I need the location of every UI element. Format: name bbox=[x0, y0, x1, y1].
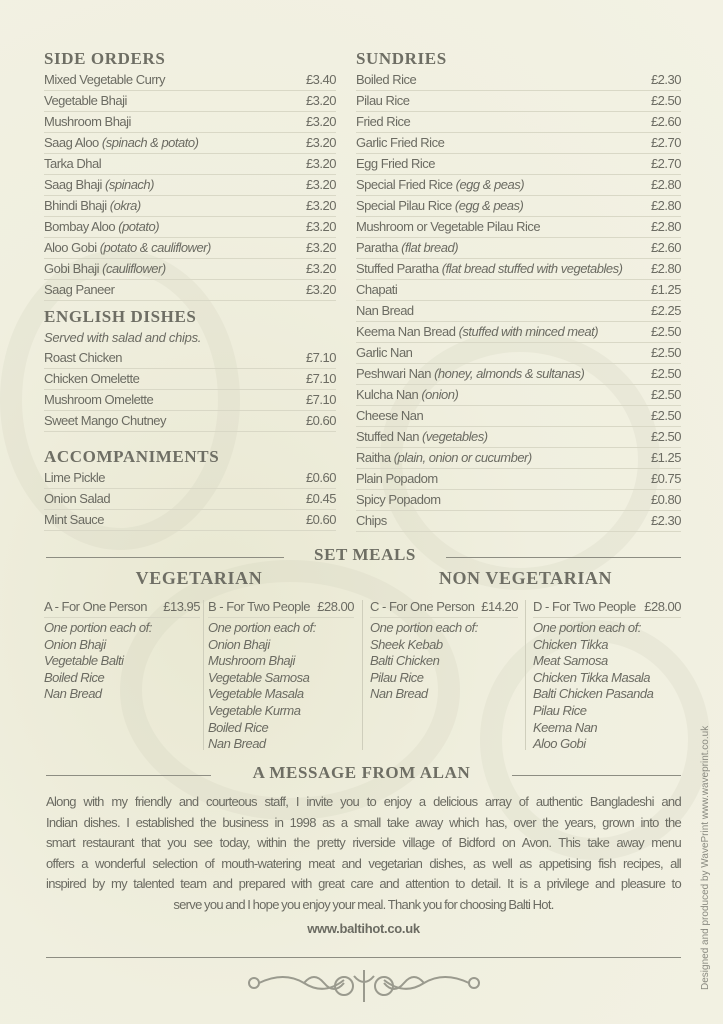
item-name: Kulcha Nan bbox=[356, 387, 419, 402]
item-price: £3.20 bbox=[305, 261, 336, 276]
item-name: Saag Paneer bbox=[44, 282, 115, 297]
set-meal-item: Pilau Rice bbox=[370, 669, 424, 685]
set-meal-label: C - For One Person bbox=[370, 599, 475, 614]
item-note: (cauliflower) bbox=[102, 261, 166, 276]
item-name-group bbox=[356, 385, 458, 405]
menu-item bbox=[356, 91, 681, 112]
menu-item bbox=[356, 154, 681, 175]
set-meal-item: Boiled Rice bbox=[208, 719, 269, 735]
divider bbox=[362, 600, 363, 750]
menu-item bbox=[44, 369, 336, 390]
set-meal-item: Onion Bhaji bbox=[208, 636, 270, 652]
item-price: £2.30 bbox=[650, 513, 681, 528]
item-price: £0.60 bbox=[305, 512, 336, 527]
menu-item bbox=[356, 238, 681, 259]
menu-item bbox=[356, 322, 681, 343]
divider bbox=[46, 957, 681, 958]
item-name-group bbox=[356, 469, 438, 489]
menu-list bbox=[44, 70, 336, 301]
menu-item bbox=[44, 91, 336, 112]
item-note: (potato & cauliflower) bbox=[99, 240, 211, 255]
item-note: (flat bread stuffed with vegetables) bbox=[441, 261, 623, 276]
item-note: (potato) bbox=[118, 219, 160, 234]
item-name: Boiled Rice bbox=[356, 72, 417, 87]
item-price: £0.60 bbox=[305, 413, 336, 428]
set-meal-items bbox=[533, 620, 681, 753]
item-name-group bbox=[44, 259, 166, 279]
divider bbox=[512, 775, 681, 776]
set-meal-item: Sheek Kebab bbox=[370, 636, 443, 652]
item-name: Special Pilau Rice bbox=[356, 198, 452, 213]
item-price: £0.45 bbox=[305, 491, 336, 506]
item-price: £0.75 bbox=[650, 471, 681, 486]
menu-item bbox=[44, 112, 336, 133]
item-name-group bbox=[356, 196, 523, 216]
item-name: Sweet Mango Chutney bbox=[44, 413, 167, 428]
divider bbox=[46, 557, 284, 558]
item-price: £1.25 bbox=[650, 282, 681, 297]
menu-item bbox=[356, 70, 681, 91]
menu-item bbox=[356, 112, 681, 133]
menu-item bbox=[356, 427, 681, 448]
set-meal-item: Onion Bhaji bbox=[44, 636, 106, 652]
item-note: (vegetables) bbox=[422, 429, 488, 444]
item-name: Pilau Rice bbox=[356, 93, 410, 108]
item-price: £2.70 bbox=[650, 135, 681, 150]
section-title: ACCOMPANIMENTS bbox=[44, 447, 220, 466]
item-name-group bbox=[44, 390, 153, 410]
message-line: Indian dishes. I established the business in 1998 as a small take away which has, over the years, grown into the bbox=[46, 814, 681, 830]
item-price: £2.50 bbox=[650, 324, 681, 339]
menu-item bbox=[356, 448, 681, 469]
item-price: £2.80 bbox=[650, 177, 681, 192]
set-meal-price: £13.95 bbox=[163, 599, 200, 614]
item-price: £3.20 bbox=[305, 156, 336, 171]
sundries-section bbox=[356, 48, 681, 532]
item-name: Saag Aloo bbox=[44, 135, 99, 150]
item-price: £2.50 bbox=[650, 345, 681, 360]
item-note: (egg & peas) bbox=[454, 198, 524, 213]
item-name: Chicken Omelette bbox=[44, 371, 140, 386]
item-name: Fried Rice bbox=[356, 114, 411, 129]
message-line: Along with my friendly and courteous staff, I invite you to enjoy a delicious array of authentic Bangladeshi and bbox=[46, 794, 681, 809]
item-name-group bbox=[44, 91, 127, 111]
message-section bbox=[46, 792, 681, 1006]
menu-item bbox=[44, 238, 336, 259]
item-name: Chips bbox=[356, 513, 387, 528]
menu-item bbox=[356, 301, 681, 322]
section-title: SIDE ORDERS bbox=[44, 49, 166, 68]
item-name: Chapati bbox=[356, 282, 398, 297]
item-name: Aloo Gobi bbox=[44, 240, 97, 255]
item-name-group bbox=[356, 217, 540, 237]
menu-item bbox=[356, 217, 681, 238]
item-name: Tarka Dhal bbox=[44, 156, 102, 171]
item-name: Garlic Nan bbox=[356, 345, 413, 360]
set-meal-b bbox=[208, 597, 354, 753]
item-price: £3.20 bbox=[305, 114, 336, 129]
item-name-group bbox=[356, 91, 410, 111]
set-meal-item: Keema Nan bbox=[533, 719, 598, 735]
item-name-group bbox=[44, 154, 101, 174]
item-price: £2.80 bbox=[650, 261, 681, 276]
divider bbox=[525, 600, 526, 750]
item-name-group bbox=[44, 489, 110, 509]
menu-item bbox=[44, 259, 336, 280]
item-name: Paratha bbox=[356, 240, 399, 255]
menu-item bbox=[356, 364, 681, 385]
item-name: Egg Fried Rice bbox=[356, 156, 435, 171]
menu-item bbox=[44, 70, 336, 91]
item-price: £2.50 bbox=[650, 366, 681, 381]
set-meal-label: B - For Two People bbox=[208, 599, 311, 614]
item-price: £2.60 bbox=[650, 114, 681, 129]
section-subtitle: Served with salad and chips. bbox=[44, 330, 202, 345]
item-name-group bbox=[356, 406, 423, 426]
item-name-group bbox=[356, 280, 397, 300]
set-meal-item: Nan Bread bbox=[208, 736, 266, 752]
set-meal-item: Vegetable Samosa bbox=[208, 669, 310, 685]
item-note: (honey, almonds & sultanas) bbox=[434, 366, 585, 381]
menu-item bbox=[44, 133, 336, 154]
set-meal-a bbox=[44, 597, 200, 703]
item-name-group bbox=[44, 411, 166, 431]
item-name: Bhindi Bhaji bbox=[44, 198, 107, 213]
item-name-group bbox=[356, 301, 414, 321]
item-name-group bbox=[356, 511, 387, 531]
item-note: (egg & peas) bbox=[455, 177, 525, 192]
set-meal-price: £28.00 bbox=[644, 599, 681, 614]
item-price: £2.25 bbox=[650, 303, 681, 318]
side-orders-section bbox=[44, 48, 336, 301]
item-name: Mushroom or Vegetable Pilau Rice bbox=[356, 219, 541, 234]
item-name: Stuffed Paratha bbox=[356, 261, 439, 276]
item-name-group bbox=[356, 238, 458, 258]
item-name-group bbox=[356, 448, 532, 468]
english-dishes-section bbox=[44, 306, 336, 432]
set-meal-item: Chicken Tikka Masala bbox=[533, 669, 651, 685]
item-note: (spinach & potato) bbox=[101, 135, 199, 150]
message-title: A MESSAGE FROM ALAN bbox=[252, 763, 471, 782]
set-meal-items bbox=[44, 620, 200, 703]
set-meal-header bbox=[533, 597, 681, 618]
item-name: Peshwari Nan bbox=[356, 366, 431, 381]
menu-item bbox=[44, 468, 336, 489]
menu-list bbox=[44, 468, 336, 531]
set-meal-item: One portion each of: bbox=[44, 620, 152, 635]
item-price: £2.70 bbox=[650, 156, 681, 171]
item-price: £3.20 bbox=[305, 135, 336, 150]
set-meal-header bbox=[370, 597, 518, 618]
item-price: £3.20 bbox=[305, 198, 336, 213]
item-name-group bbox=[44, 112, 131, 132]
item-name: Saag Bhaji bbox=[44, 177, 102, 192]
item-name-group bbox=[356, 70, 416, 90]
set-meal-price: £28.00 bbox=[317, 599, 354, 614]
set-meal-header bbox=[44, 597, 200, 618]
set-meal-items bbox=[208, 620, 354, 753]
set-meal-label: D - For Two People bbox=[533, 599, 636, 614]
item-name: Mushroom Omelette bbox=[44, 392, 154, 407]
item-name: Bombay Aloo bbox=[44, 219, 116, 234]
menu-item bbox=[356, 196, 681, 217]
menu-item bbox=[356, 343, 681, 364]
set-meal-item: Aloo Gobi bbox=[533, 736, 586, 752]
message-line: inspired by my talented team and prepared with great care and attention to detail. It is a privilege and pleasure to bbox=[46, 876, 681, 891]
item-name: Vegetable Bhaji bbox=[44, 93, 127, 108]
item-name-group bbox=[44, 133, 198, 153]
menu-item bbox=[356, 406, 681, 427]
item-name-group bbox=[356, 427, 488, 447]
item-note: (flat bread) bbox=[401, 240, 459, 255]
item-note: (onion) bbox=[421, 387, 459, 402]
item-price: £3.20 bbox=[305, 240, 336, 255]
item-name: Roast Chicken bbox=[44, 350, 123, 365]
menu-item bbox=[356, 133, 681, 154]
menu-item bbox=[356, 280, 681, 301]
set-meal-item: Mushroom Bhaji bbox=[208, 653, 295, 669]
message-line: serve you and I hope you enjoy your meal. Thank you for choosing Balti Hot. bbox=[173, 896, 554, 912]
website-link[interactable]: www.baltihot.co.uk bbox=[307, 921, 420, 936]
item-name-group bbox=[356, 175, 524, 195]
menu-item bbox=[44, 217, 336, 238]
set-meal-item: One portion each of: bbox=[370, 620, 478, 635]
item-name: Stuffed Nan bbox=[356, 429, 419, 444]
divider bbox=[203, 600, 204, 750]
menu-item bbox=[44, 154, 336, 175]
menu-item bbox=[356, 175, 681, 196]
item-price: £2.50 bbox=[650, 93, 681, 108]
non-vegetarian-title: NON VEGETARIAN bbox=[438, 568, 613, 588]
item-price: £3.20 bbox=[305, 177, 336, 192]
set-meal-label: A - For One Person bbox=[44, 599, 147, 614]
ornament-icon bbox=[244, 966, 484, 1006]
menu-item bbox=[44, 489, 336, 510]
menu-item bbox=[44, 411, 336, 432]
menu-item bbox=[44, 196, 336, 217]
section-title: SUNDRIES bbox=[356, 49, 447, 68]
menu-item bbox=[356, 385, 681, 406]
item-name: Lime Pickle bbox=[44, 470, 105, 485]
item-price: £2.50 bbox=[650, 387, 681, 402]
item-name-group bbox=[356, 112, 410, 132]
item-price: £2.30 bbox=[650, 72, 681, 87]
set-meal-item: Chicken Tikka bbox=[533, 636, 609, 652]
item-price: £2.60 bbox=[650, 240, 681, 255]
menu-item bbox=[44, 348, 336, 369]
menu-item bbox=[356, 490, 681, 511]
set-meal-item: Balti Chicken Pasanda bbox=[533, 686, 654, 702]
item-price: £2.50 bbox=[650, 408, 681, 423]
item-note: (stuffed with minced meat) bbox=[458, 324, 599, 339]
item-name-group bbox=[356, 154, 435, 174]
item-name: Plain Popadom bbox=[356, 471, 438, 486]
set-meals-title: SET MEALS bbox=[314, 545, 416, 564]
item-name-group bbox=[44, 217, 159, 237]
set-meal-item: Vegetable Balti bbox=[44, 653, 124, 669]
divider bbox=[446, 557, 681, 558]
vegetarian-title: VEGETARIAN bbox=[135, 568, 263, 588]
menu-list bbox=[44, 348, 336, 432]
menu-item bbox=[356, 511, 681, 532]
item-price: £0.80 bbox=[650, 492, 681, 507]
item-name: Special Fried Rice bbox=[356, 177, 453, 192]
divider bbox=[46, 775, 211, 776]
item-name: Spicy Popadom bbox=[356, 492, 441, 507]
set-meal-item: Vegetable Kurma bbox=[208, 702, 301, 718]
set-meal-c bbox=[370, 597, 518, 703]
item-note: (plain, onion or cucumber) bbox=[393, 450, 532, 465]
item-price: £3.20 bbox=[305, 93, 336, 108]
set-meal-item: Balti Chicken bbox=[370, 653, 440, 669]
item-name-group bbox=[44, 369, 139, 389]
item-name-group bbox=[356, 322, 598, 342]
menu-item bbox=[356, 469, 681, 490]
item-price: £2.80 bbox=[650, 219, 681, 234]
item-name-group bbox=[356, 490, 441, 510]
item-name-group bbox=[44, 175, 154, 195]
item-price: £1.25 bbox=[650, 450, 681, 465]
item-price: £7.10 bbox=[305, 371, 336, 386]
item-price: £3.20 bbox=[305, 282, 336, 297]
item-note: (spinach) bbox=[105, 177, 154, 192]
item-price: £7.10 bbox=[305, 392, 336, 407]
menu-item bbox=[44, 280, 336, 301]
item-name: Mint Sauce bbox=[44, 512, 105, 527]
item-note: (okra) bbox=[109, 198, 141, 213]
item-name: Gobi Bhaji bbox=[44, 261, 99, 276]
item-price: £2.50 bbox=[650, 429, 681, 444]
credit-text: Designed and produced by WavePrint www.waveprint.co.uk bbox=[700, 725, 711, 990]
item-price: £7.10 bbox=[305, 350, 336, 365]
set-meal-item: Nan Bread bbox=[44, 686, 102, 702]
item-name-group bbox=[44, 468, 105, 488]
item-name: Keema Nan Bread bbox=[356, 324, 456, 339]
item-name: Garlic Fried Rice bbox=[356, 135, 445, 150]
item-price: £2.80 bbox=[650, 198, 681, 213]
menu-item bbox=[356, 259, 681, 280]
item-price: £0.60 bbox=[305, 470, 336, 485]
set-meal-item: Boiled Rice bbox=[44, 669, 105, 685]
item-name: Nan Bread bbox=[356, 303, 414, 318]
item-name-group bbox=[356, 343, 412, 363]
item-name-group bbox=[356, 133, 444, 153]
set-meal-d bbox=[533, 597, 681, 753]
accompaniments-section bbox=[44, 446, 336, 531]
set-meal-header bbox=[208, 597, 354, 618]
set-meal-items bbox=[370, 620, 518, 703]
menu-item bbox=[44, 390, 336, 411]
menu-item bbox=[44, 510, 336, 531]
set-meal-item: Meat Samosa bbox=[533, 653, 608, 669]
item-name-group bbox=[44, 238, 211, 258]
item-name: Onion Salad bbox=[44, 491, 111, 506]
set-meal-item: Vegetable Masala bbox=[208, 686, 304, 702]
message-line: smart restaurant that you see today, within the pretty riverside village of Bidford on Avon. This take away menu bbox=[46, 835, 681, 850]
item-name: Mushroom Bhaji bbox=[44, 114, 131, 129]
item-name-group bbox=[44, 196, 141, 216]
menu-item bbox=[44, 175, 336, 196]
set-meal-price: £14.20 bbox=[481, 599, 518, 614]
item-name: Mixed Vegetable Curry bbox=[44, 72, 166, 87]
item-name-group bbox=[44, 348, 122, 368]
item-name-group bbox=[356, 259, 622, 279]
section-title: ENGLISH DISHES bbox=[44, 307, 197, 326]
message-body bbox=[46, 792, 681, 915]
item-name: Raitha bbox=[356, 450, 391, 465]
item-name-group bbox=[44, 70, 165, 90]
item-price: £3.20 bbox=[305, 219, 336, 234]
set-meal-item: Pilau Rice bbox=[533, 702, 587, 718]
set-meal-item: One portion each of: bbox=[533, 620, 641, 635]
item-price: £3.40 bbox=[305, 72, 336, 87]
item-name-group bbox=[356, 364, 584, 384]
item-name: Cheese Nan bbox=[356, 408, 424, 423]
item-name-group bbox=[44, 280, 114, 300]
set-meal-item: One portion each of: bbox=[208, 620, 316, 635]
set-meal-item: Nan Bread bbox=[370, 686, 428, 702]
message-line: offers a wonderful selection of mouth-watering meat and vegetarian dishes, as well as appetising fish recipes, all bbox=[46, 855, 681, 871]
menu-list bbox=[356, 70, 681, 532]
item-name-group bbox=[44, 510, 104, 530]
